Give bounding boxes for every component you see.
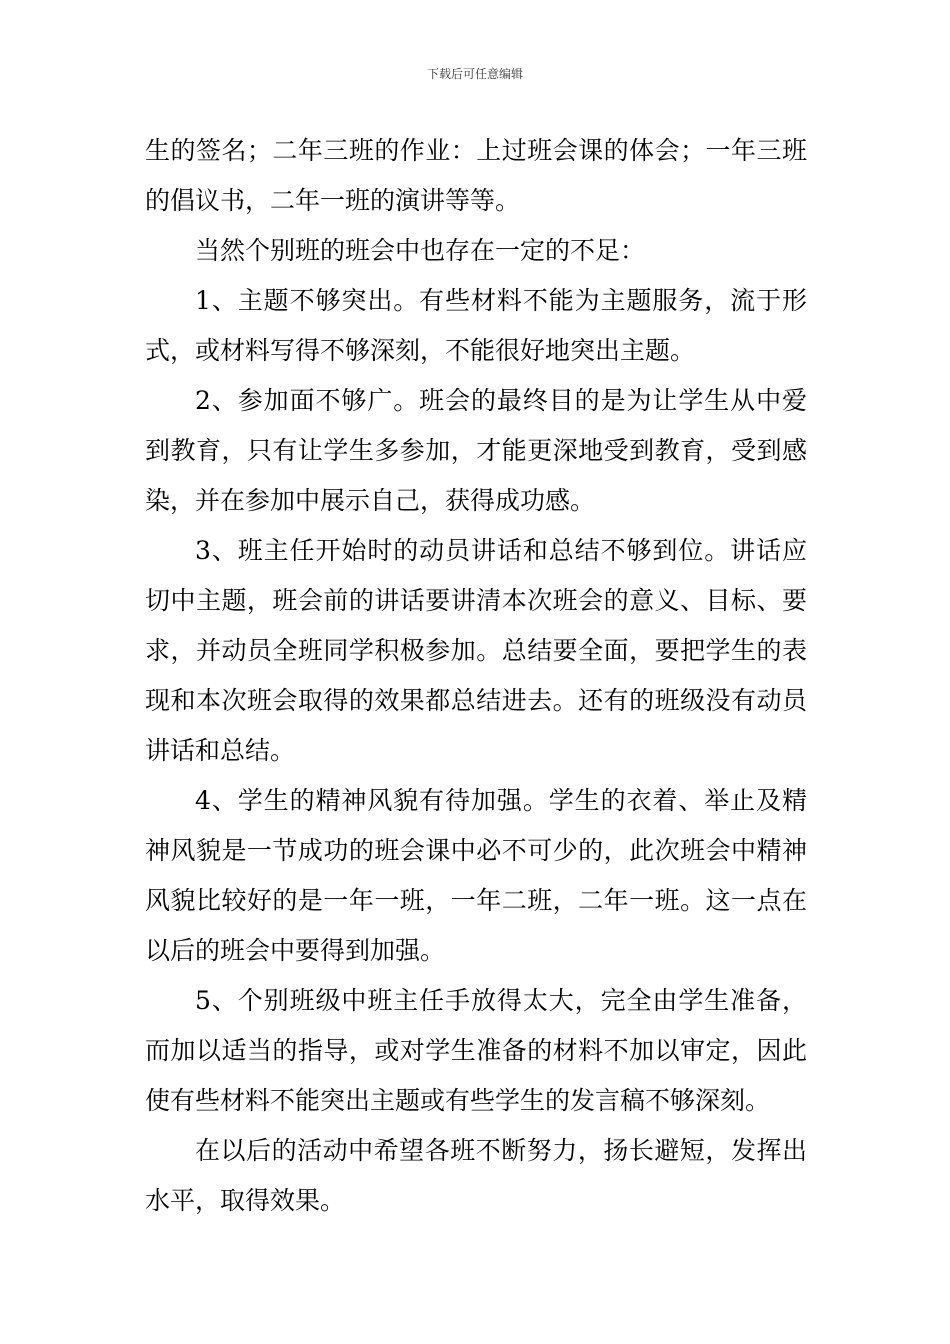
paragraph-item-3: 3、班主任开始时的动员讲话和总结不够到位。讲话应切中主题，班会前的讲话要讲清本次班会的意义、目标、要求，并动员全班同学积极参加。总结要全面，要把学生的表现和本次班会取得的效果都总结进去。还有的班级没有动员讲话和总结。 — [145, 536, 807, 765]
document-body — [145, 126, 807, 1226]
paragraph-continuation: 生的签名；二年三班的作业：上过班会课的体会；一年三班的倡议书，二年一班的演讲等等。 — [145, 136, 807, 215]
paragraph-item-1: 1、主题不够突出。有些材料不能为主题服务，流于形式，或材料写得不够深刻，不能很好地突出主题。 — [145, 286, 807, 365]
paragraph-item-2: 2、参加面不够广。班会的最终目的是为让学生从中爱到教育，只有让学生多参加，才能更深地受到教育，受到感染，并在参加中展示自己，获得成功感。 — [145, 386, 807, 515]
paragraph-conclusion: 在以后的活动中希望各班不断努力，扬长避短，发挥出水平，取得效果。 — [145, 1136, 807, 1215]
paragraph-item-5: 5、个别班级中班主任手放得太大，完全由学生准备，而加以适当的指导，或对学生准备的材料不加以审定，因此使有些材料不能突出主题或有些学生的发言稿不够深刻。 — [145, 986, 807, 1115]
page-header: 下载后可任意编辑 — [426, 67, 523, 81]
paragraph-intro-shortcomings: 当然个别班的班会中也存在一定的不足： — [195, 236, 646, 265]
paragraph-item-4: 4、学生的精神风貌有待加强。学生的衣着、举止及精神风貌是一节成功的班会课中必不可少的，此次班会中精神风貌比较好的是一年一班，一年二班，二年一班。这一点在以后的班会中要得到加强。 — [145, 786, 807, 965]
